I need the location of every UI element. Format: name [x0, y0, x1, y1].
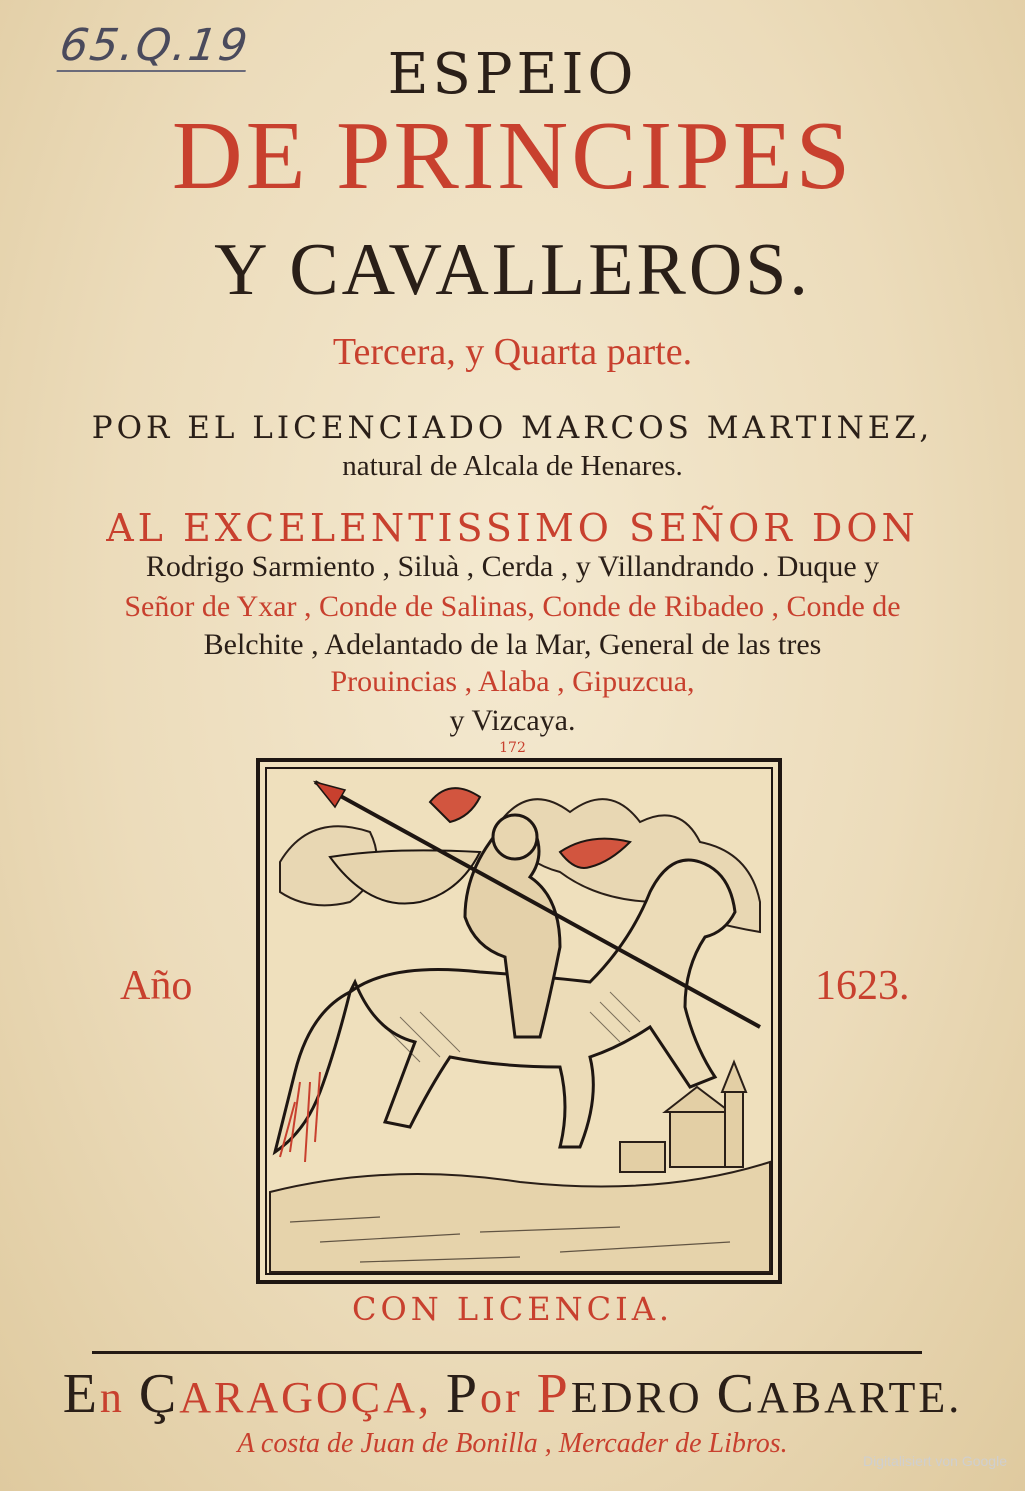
subtitle: Tercera, y Quarta parte.: [332, 331, 693, 373]
imprint-part: P: [445, 1363, 480, 1425]
imprint-part: C: [716, 1363, 757, 1425]
shelfmark: 65.Q.19: [56, 20, 253, 71]
date-year: 1623.: [815, 963, 910, 1009]
title-line-espeio: ESPEIO: [387, 42, 638, 107]
date-label: Año: [120, 963, 193, 1009]
imprint-part: or: [480, 1373, 537, 1422]
imprint-part: n: [99, 1373, 139, 1422]
imprint-part: ARAGOÇA,: [179, 1373, 446, 1422]
imprint-part: E: [62, 1363, 100, 1425]
imprint-costa: A costa de Juan de Bonilla , Mercader de Libros.: [237, 1428, 788, 1459]
page-number: 172: [499, 740, 526, 756]
imprint-part: P: [536, 1363, 571, 1425]
dedication-heading: AL EXCELENTISSIMO SEÑOR DON: [106, 506, 919, 550]
author-origin: natural de Alcala de Henares.: [342, 450, 683, 482]
watermark: Digitalisiert von Google: [863, 1453, 1007, 1469]
dedication-line-4: Prouincias , Alaba , Gipuzcua,: [330, 665, 695, 698]
title-line-principes: DE PRINCIPES: [171, 102, 854, 210]
knight-on-horse-woodcut: [260, 762, 778, 1280]
imprint-line: [0, 1362, 1025, 1426]
license-line: CON LICENCIA.: [351, 1290, 674, 1328]
woodcut-illustration: [256, 758, 782, 1284]
dedication-line-5: y Vizcaya.: [449, 704, 576, 737]
imprint-part: ABARTE.: [756, 1373, 963, 1422]
imprint-part: EDRO: [570, 1373, 717, 1422]
dedication-line-3: Belchite , Adelantado de la Mar, General de las tres: [203, 628, 822, 661]
dedication-line-1: Rodrigo Sarmiento , Siluà , Cerda , y Villandrando . Duque y: [145, 550, 880, 583]
dedication-line-2: Señor de Yxar , Conde de Salinas, Conde de Ribadeo , Conde de: [124, 590, 901, 623]
author-line: POR EL LICENCIADO MARCOS MARTINEZ,: [91, 410, 934, 446]
horizontal-rule: [92, 1351, 922, 1354]
title-line-cavalleros: Y CAVALLEROS.: [214, 229, 811, 311]
imprint-part: Ç: [138, 1363, 180, 1425]
